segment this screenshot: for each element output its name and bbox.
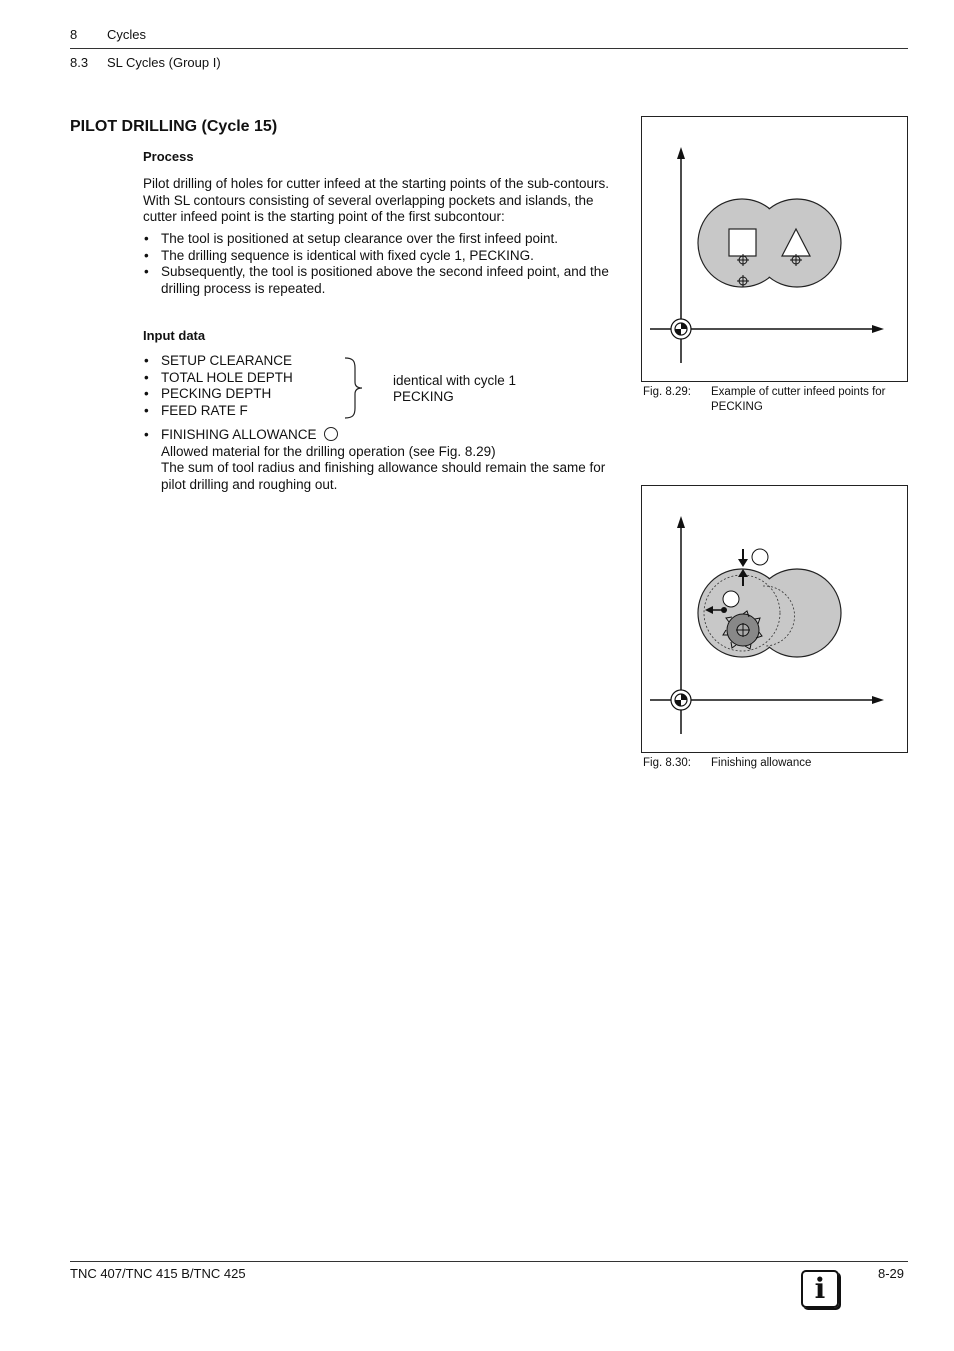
figure-8-30-caption: Finishing allowance xyxy=(711,757,812,769)
circle-symbol-icon xyxy=(324,427,338,441)
process-bullet: • The tool is positioned at setup clearance over the first infeed point. xyxy=(143,231,621,248)
finishing-allowance-label: FINISHING ALLOWANCE xyxy=(161,427,317,442)
info-icon: i xyxy=(801,1270,839,1308)
footer-rule xyxy=(70,1261,908,1262)
process-paragraph: Pilot drilling of holes for cutter infeed at the starting points of the sub-contours. With SL contours consisting of several overlapping pockets and islands, the cutter infeed point is the starting point of the first subcontour: xyxy=(143,176,610,224)
figure-8-29-number: Fig. 8.29: xyxy=(643,386,691,398)
figure-8-29 xyxy=(641,116,908,382)
chapter-title: Cycles xyxy=(107,27,147,42)
page-title: PILOT DRILLING (Cycle 15) xyxy=(70,118,278,135)
finishing-allowance-entry xyxy=(143,427,621,493)
brace-note-line1: identical with cycle 1 xyxy=(393,373,517,388)
header-rule-top xyxy=(70,48,908,49)
infeed-points-diagram xyxy=(642,117,907,381)
process-bullet: • The drilling sequence is identical with fixed cycle 1, PECKING. xyxy=(143,248,621,265)
process-bullet: • Subsequently, the tool is positioned above the second infeed point, and the drilling process is repeated. xyxy=(143,264,621,297)
input-parameter-list xyxy=(143,353,343,419)
input-parameter: • TOTAL HOLE DEPTH xyxy=(143,370,343,387)
finishing-allowance-item xyxy=(143,427,621,493)
curly-brace xyxy=(342,356,366,420)
finishing-allowance-diagram xyxy=(642,486,907,752)
input-parameter: • PECKING DEPTH xyxy=(143,386,343,403)
process-heading: Process xyxy=(143,149,194,164)
figure-8-30 xyxy=(641,485,908,753)
finishing-allowance-desc1: Allowed material for the drilling operation (see Fig. 8.29) xyxy=(161,443,496,459)
chapter-number: 8 xyxy=(70,27,78,42)
input-parameter: • FEED RATE F xyxy=(143,403,343,420)
footer-page-number: 8-29 xyxy=(878,1266,905,1281)
input-parameter: • SETUP CLEARANCE xyxy=(143,353,343,370)
input-data-heading: Input data xyxy=(143,328,206,343)
section-title: SL Cycles (Group I) xyxy=(107,55,221,70)
footer-models: TNC 407/TNC 415 B/TNC 425 xyxy=(70,1266,246,1281)
finishing-allowance-desc2: The sum of tool radius and finishing allowance should remain the same for pilot drilling and roughing out. xyxy=(161,460,606,492)
brace-note-line2: PECKING xyxy=(393,389,454,404)
section-number: 8.3 xyxy=(70,55,89,70)
figure-8-30-number: Fig. 8.30: xyxy=(643,757,691,769)
figure-8-29-caption: Example of cutter infeed points for PECKING xyxy=(711,386,886,413)
process-bullet-list xyxy=(143,231,621,297)
